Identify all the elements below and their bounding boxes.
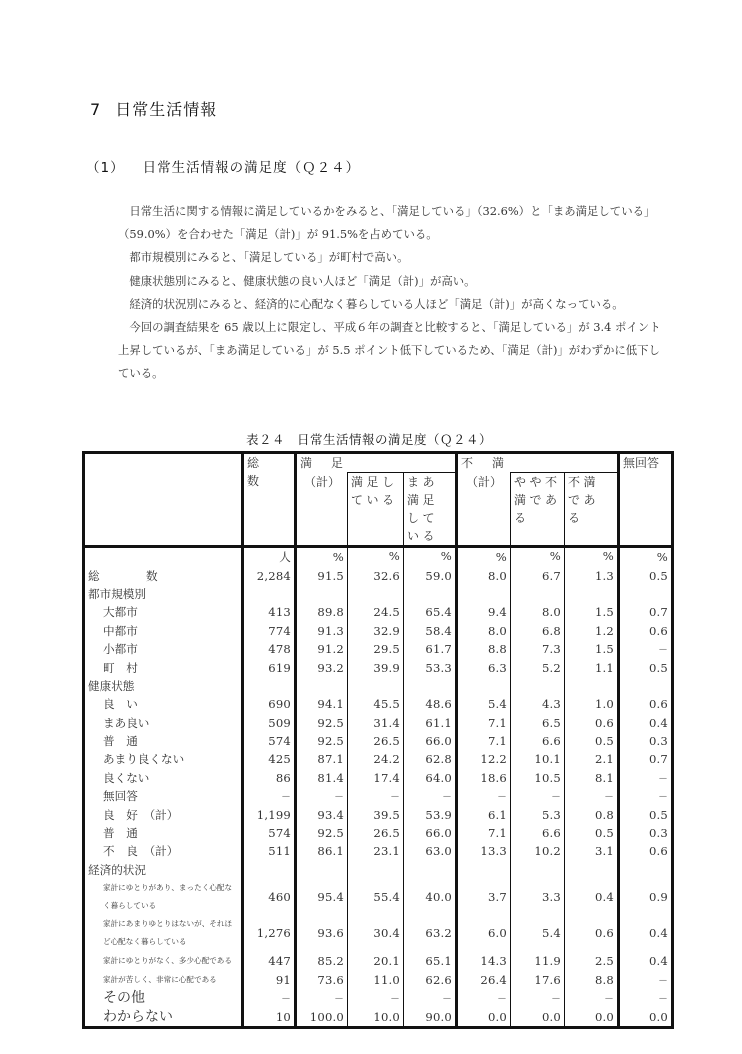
table-cell: 32.9 [348, 622, 404, 640]
table-cell: 1.3 [565, 566, 619, 584]
table-cell: 511 [243, 842, 296, 860]
table-cell: − [619, 787, 673, 805]
table-cell: 58.4 [404, 622, 457, 640]
header-no-answer: 無回答 [619, 453, 673, 547]
table-cell: 48.6 [404, 695, 457, 713]
table-cell: 0.5 [619, 566, 673, 584]
table-group-row [84, 585, 673, 603]
table-cell: − [348, 787, 404, 805]
empty-cell [348, 677, 404, 695]
table-cell: − [619, 970, 673, 989]
units-row [84, 547, 673, 567]
paragraph: 経済的状況別にみると、経済的に心配なく暮らしている人ほど「満足（計)」が高くなっている。 [129, 296, 624, 311]
table-row [84, 622, 673, 640]
body-text [118, 200, 666, 386]
table-cell: 1.2 [565, 622, 619, 640]
empty-cell [619, 677, 673, 695]
table-cell: 64.0 [404, 769, 457, 787]
table-cell: 619 [243, 658, 296, 676]
table-cell: 8.1 [565, 769, 619, 787]
table-cell: 8.0 [457, 566, 511, 584]
table-cell: 690 [243, 695, 296, 713]
row-label: 家計にゆとりがなく、多少心配である [103, 955, 232, 965]
satisfaction-table [82, 451, 674, 1029]
table-cell: 93.4 [296, 805, 348, 823]
table-cell: 0.4 [619, 951, 673, 970]
empty-cell [296, 585, 348, 603]
table-cell: 73.6 [296, 970, 348, 989]
table-cell: 447 [243, 951, 296, 970]
table-cell: 1.0 [565, 695, 619, 713]
table-cell: − [404, 989, 457, 1007]
table-row [84, 805, 673, 823]
table-cell: 0.6 [619, 622, 673, 640]
row-label: 良 好 （計） [103, 807, 179, 822]
table-cell: 12.2 [457, 750, 511, 768]
table-cell: 55.4 [348, 879, 404, 915]
table-cell: 91 [243, 970, 296, 989]
table-cell: 1,199 [243, 805, 296, 823]
table-cell: − [348, 989, 404, 1007]
empty-cell [565, 585, 619, 603]
table-cell: 478 [243, 640, 296, 658]
table-cell: 8.0 [457, 622, 511, 640]
table-cell: 0.0 [619, 1007, 673, 1027]
table-cell: 86.1 [296, 842, 348, 860]
empty-cell [243, 585, 296, 603]
table-cell: 0.5 [565, 824, 619, 842]
table-row [84, 951, 673, 970]
header-total: 総 数 [243, 453, 296, 547]
empty-cell [348, 585, 404, 603]
table-cell: 10 [243, 1007, 296, 1027]
table-cell: − [243, 989, 296, 1007]
table-cell: 0.6 [619, 842, 673, 860]
section-heading [90, 97, 217, 120]
table-cell: 26.5 [348, 824, 404, 842]
table-cell: 509 [243, 714, 296, 732]
table-cell: 0.3 [619, 824, 673, 842]
table-row [84, 566, 673, 584]
row-label: 大都市 [103, 605, 138, 620]
table-cell: 3.1 [565, 842, 619, 860]
table-cell: 93.6 [296, 915, 348, 951]
empty-cell [565, 677, 619, 695]
table-cell: 2,284 [243, 566, 296, 584]
table-group-row [84, 861, 673, 879]
table-cell: 5.2 [511, 658, 565, 676]
table-cell: 1.5 [565, 603, 619, 621]
table-cell: 8.8 [565, 970, 619, 989]
table-cell: 0.5 [565, 732, 619, 750]
empty-cell [457, 861, 511, 879]
row-label: 中都市 [103, 623, 138, 638]
table-cell: 1,276 [243, 915, 296, 951]
table-cell: 59.0 [404, 566, 457, 584]
table-row [84, 824, 673, 842]
row-label: 不 良 （計） [103, 844, 179, 859]
table-cell: 5.3 [511, 805, 565, 823]
table-cell: 45.5 [348, 695, 404, 713]
table-cell: 65.1 [404, 951, 457, 970]
table-cell: 90.0 [404, 1007, 457, 1027]
table-cell: − [296, 787, 348, 805]
table-cell: 40.0 [404, 879, 457, 915]
table-cell: 0.0 [457, 1007, 511, 1027]
table-cell: 62.6 [404, 970, 457, 989]
row-label: 総 数 [88, 568, 158, 583]
empty-cell [404, 861, 457, 879]
table-cell: 91.3 [296, 622, 348, 640]
table-row [84, 732, 673, 750]
table-cell: 65.4 [404, 603, 457, 621]
table-cell: 0.0 [565, 1007, 619, 1027]
row-label: まあ良い [103, 715, 150, 730]
table-cell: 29.5 [348, 640, 404, 658]
table-cell: 32.6 [348, 566, 404, 584]
table-row [84, 1007, 673, 1027]
table-cell: − [619, 640, 673, 658]
table-cell: 4.3 [511, 695, 565, 713]
table-cell: 460 [243, 879, 296, 915]
table-cell: − [243, 787, 296, 805]
table-cell: 574 [243, 824, 296, 842]
table-row [84, 714, 673, 732]
row-label: その他 [103, 990, 145, 1007]
table-cell: 0.4 [619, 915, 673, 951]
table-cell: 17.4 [348, 769, 404, 787]
empty-cell [404, 677, 457, 695]
table-cell: 85.2 [296, 951, 348, 970]
empty-cell [404, 585, 457, 603]
table-cell: 30.4 [348, 915, 404, 951]
table-cell: 8.8 [457, 640, 511, 658]
table-cell: 11.0 [348, 970, 404, 989]
table-cell: 7.1 [457, 714, 511, 732]
table-cell: 0.7 [619, 603, 673, 621]
table-row [84, 842, 673, 860]
table-cell: 7.1 [457, 732, 511, 750]
empty-cell [348, 861, 404, 879]
table-cell: 2.1 [565, 750, 619, 768]
table-cell: 66.0 [404, 824, 457, 842]
table-row [84, 970, 673, 989]
table-title: 日常生活情報の満足度（Ｑ２４） [297, 432, 493, 447]
table-cell: 6.6 [511, 732, 565, 750]
table-cell: 425 [243, 750, 296, 768]
table-row [84, 989, 673, 1007]
table-cell: 26.4 [457, 970, 511, 989]
table-row [84, 640, 673, 658]
table-cell: 39.5 [348, 805, 404, 823]
subsection-title: 日常生活情報の満足度（Ｑ２４） [142, 160, 361, 176]
header-satisfied-sum: （計） [296, 473, 348, 547]
table-cell: 8.0 [511, 603, 565, 621]
subsection-heading [86, 156, 360, 176]
table-cell: 7.1 [457, 824, 511, 842]
table-cell: 0.6 [619, 695, 673, 713]
header-somewhat-dissatisfied: やや不満である [511, 473, 565, 547]
table-cell: 574 [243, 732, 296, 750]
table-cell: 0.5 [619, 658, 673, 676]
table-cell: 92.5 [296, 732, 348, 750]
table-cell: 13.3 [457, 842, 511, 860]
table-cell: 6.7 [511, 566, 565, 584]
table-cell: 89.8 [296, 603, 348, 621]
paragraph: 健康状態別にみると、健康状態の良い人ほど「満足（計)」が高い。 [129, 273, 476, 288]
empty-cell [296, 861, 348, 879]
table-cell: 66.0 [404, 732, 457, 750]
table-cell: 2.5 [565, 951, 619, 970]
table-row [84, 769, 673, 787]
paragraph: 今回の調査結果を 65 歳以上に限定し、平成６年の調査と比較すると、「満足している」が 3.4 ポイント上昇しているが、「まあ満足している」が 5.5 ポイント低下しているため、「満足（計)」がわずかに低下している。 [118, 320, 661, 381]
row-label: 小都市 [103, 642, 138, 657]
table-cell: 92.5 [296, 714, 348, 732]
table-cell: 774 [243, 622, 296, 640]
table-cell: 17.6 [511, 970, 565, 989]
table-cell: 63.0 [404, 842, 457, 860]
table-cell: 0.6 [565, 714, 619, 732]
row-label: 家計にあまりゆとりはないが、それほど心配なく暮らしている [103, 919, 233, 947]
table-cell: 10.5 [511, 769, 565, 787]
table-cell: 0.0 [511, 1007, 565, 1027]
empty-cell [511, 585, 565, 603]
unit: % [404, 547, 457, 567]
table-row [84, 879, 673, 915]
empty-cell [511, 861, 565, 879]
table-cell: 7.3 [511, 640, 565, 658]
table-row [84, 787, 673, 805]
unit: % [619, 547, 673, 567]
table-cell: 10.2 [511, 842, 565, 860]
table-cell: − [296, 989, 348, 1007]
table-cell: 6.8 [511, 622, 565, 640]
table-cell: 6.3 [457, 658, 511, 676]
row-label: 無回答 [103, 789, 138, 804]
section-number: 7 [90, 100, 102, 119]
paragraph: 日常生活に関する情報に満足しているかをみると、「満足している」（32.6%）と「まあ満足している」（59.0%）を合わせた「満足（計)」が 91.5%を占めている。 [118, 204, 656, 242]
table-cell: 10.0 [348, 1007, 404, 1027]
row-label: 町 村 [103, 660, 138, 675]
table-cell: 24.5 [348, 603, 404, 621]
unit: % [296, 547, 348, 567]
table-cell: − [565, 989, 619, 1007]
row-label: 健康状態 [88, 678, 135, 693]
table-cell: − [511, 989, 565, 1007]
table-cell: 53.9 [404, 805, 457, 823]
empty-cell [457, 585, 511, 603]
table-cell: 95.4 [296, 879, 348, 915]
row-label: 普 通 [103, 826, 138, 841]
table-cell: 23.1 [348, 842, 404, 860]
units-blank [84, 547, 243, 567]
table-cell: − [457, 787, 511, 805]
row-label: 都市規模別 [88, 586, 146, 601]
table-cell: 14.3 [457, 951, 511, 970]
row-label: 良 い [103, 697, 138, 712]
table-cell: 0.5 [619, 805, 673, 823]
header-satisfied: 満足している [348, 473, 404, 547]
table-cell: 20.1 [348, 951, 404, 970]
table-cell: 5.4 [511, 915, 565, 951]
empty-cell [243, 861, 296, 879]
table-cell: 5.4 [457, 695, 511, 713]
table-cell: 6.6 [511, 824, 565, 842]
empty-cell [619, 861, 673, 879]
table-cell: 6.1 [457, 805, 511, 823]
table-cell: 0.3 [619, 732, 673, 750]
table-cell: 53.3 [404, 658, 457, 676]
table-cell: 10.1 [511, 750, 565, 768]
unit: % [348, 547, 404, 567]
header-dissatisfied-sum: （計） [457, 473, 511, 547]
table-cell: − [619, 989, 673, 1007]
table-cell: 0.6 [565, 915, 619, 951]
header-blank [84, 453, 243, 547]
row-label: 家計にゆとりがあり、まったく心配なく暮らしている [103, 883, 233, 911]
empty-cell [619, 585, 673, 603]
table-cell: 0.4 [619, 714, 673, 732]
table-cell: 39.9 [348, 658, 404, 676]
table-cell: 18.6 [457, 769, 511, 787]
table-cell: 11.9 [511, 951, 565, 970]
table-cell: 9.4 [457, 603, 511, 621]
table-cell: 91.2 [296, 640, 348, 658]
table-cell: 1.1 [565, 658, 619, 676]
table-cell: 92.5 [296, 824, 348, 842]
table-row [84, 695, 673, 713]
table-cell: 413 [243, 603, 296, 621]
empty-cell [565, 861, 619, 879]
table-cell: 3.3 [511, 879, 565, 915]
table-cell: − [457, 989, 511, 1007]
table-cell: 1.5 [565, 640, 619, 658]
row-label: 普 通 [103, 734, 138, 749]
header-somewhat-satisfied: まあ満足している [404, 473, 457, 547]
table-cell: 81.4 [296, 769, 348, 787]
unit: % [565, 547, 619, 567]
table-cell: 100.0 [296, 1007, 348, 1027]
table-group-row [84, 677, 673, 695]
table-cell: 61.1 [404, 714, 457, 732]
subsection-number: （1） [86, 160, 125, 176]
table-cell: 0.4 [565, 879, 619, 915]
row-label: わからない [103, 1008, 173, 1025]
section-title: 日常生活情報 [115, 100, 218, 119]
table-caption [246, 430, 492, 448]
table-row [84, 658, 673, 676]
table-cell: 3.7 [457, 879, 511, 915]
header-dissatisfied: 不満である [565, 473, 619, 547]
table-cell: 0.8 [565, 805, 619, 823]
table-cell: 6.5 [511, 714, 565, 732]
table-cell: 6.0 [457, 915, 511, 951]
unit: 人 [243, 547, 296, 567]
table-cell: − [619, 769, 673, 787]
table-cell: 87.1 [296, 750, 348, 768]
empty-cell [457, 677, 511, 695]
unit: % [511, 547, 565, 567]
table-cell: 61.7 [404, 640, 457, 658]
header-dissatisfied-group: 不 満 [457, 453, 619, 473]
paragraph: 都市規模別にみると、「満足している」が町村で高い。 [129, 250, 409, 265]
table-cell: 0.7 [619, 750, 673, 768]
unit: % [457, 547, 511, 567]
table-row [84, 750, 673, 768]
table-cell: 31.4 [348, 714, 404, 732]
table-cell: 91.5 [296, 566, 348, 584]
table-cell: 86 [243, 769, 296, 787]
header-satisfied-group: 満 足 [296, 453, 457, 473]
row-label: あまり良くない [103, 752, 185, 767]
empty-cell [296, 677, 348, 695]
table-cell: 24.2 [348, 750, 404, 768]
row-label: 家計が苦しく、非常に心配である [103, 974, 217, 984]
table-row [84, 915, 673, 951]
table-cell: 63.2 [404, 915, 457, 951]
table-cell: − [565, 787, 619, 805]
table-cell: − [511, 787, 565, 805]
table-row [84, 603, 673, 621]
table-cell: 0.9 [619, 879, 673, 915]
table-number: 表２４ [246, 432, 286, 447]
empty-cell [243, 677, 296, 695]
table-cell: − [404, 787, 457, 805]
table-cell: 26.5 [348, 732, 404, 750]
table-cell: 62.8 [404, 750, 457, 768]
row-label: 経済的状況 [88, 862, 146, 877]
empty-cell [511, 677, 565, 695]
table-cell: 94.1 [296, 695, 348, 713]
table-cell: 93.2 [296, 658, 348, 676]
row-label: 良くない [103, 770, 150, 785]
